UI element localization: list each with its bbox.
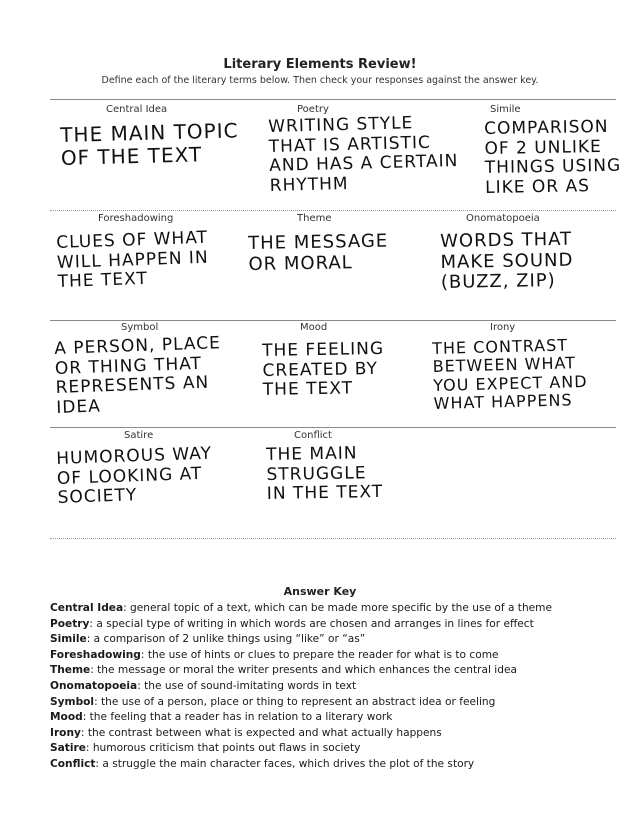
key-term: Central Idea [50, 602, 124, 614]
key-definition: : a special type of writing in which words are chosen and arranges in lines for effect [89, 617, 534, 630]
key-term: Mood [50, 711, 83, 724]
term-onomatopoeia: Onomatopoeia [466, 213, 540, 224]
worksheet-title: Literary Elements Review! [223, 57, 417, 72]
answer-poetry: WRITING STYLE THAT IS ARTISTIC AND HAS A CERTAIN RHYTHM [267, 113, 459, 196]
answer-key-item [50, 601, 625, 617]
key-term: Symbol [50, 695, 95, 708]
term-simile: Simile [490, 104, 521, 115]
answer-key-title: Answer Key [283, 585, 357, 598]
answer-key-item [50, 757, 625, 773]
key-term: Theme [50, 664, 91, 677]
answer-key-item [50, 741, 625, 757]
row-divider [50, 538, 616, 539]
answer-central-idea: THE MAIN TOPIC OF THE TEXT [59, 118, 239, 170]
key-term: Poetry [50, 617, 90, 630]
answer-key-item [50, 695, 625, 711]
key-definition: : the use of sound-imitating words in text [137, 679, 357, 692]
row-divider [50, 210, 616, 211]
term-irony: Irony [490, 322, 516, 333]
key-definition: : the use of a person, place or thing to represent an abstract idea or feeling [94, 695, 496, 708]
answer-key-list [50, 601, 625, 773]
answer-key-item [50, 648, 625, 664]
row-divider [50, 320, 616, 321]
answer-key-item [50, 710, 625, 726]
answer-key-item [50, 632, 625, 648]
answer-key-item [50, 679, 625, 695]
key-definition: : a comparison of 2 unlike things using “like” or “as” [86, 633, 366, 646]
key-definition: : general topic of a text, which can be made more specific by the use of a theme [123, 602, 553, 614]
key-term: Foreshadowing [50, 648, 141, 661]
term-foreshadowing: Foreshadowing [98, 213, 174, 224]
key-term: Onomatopoeia [50, 679, 138, 692]
term-conflict: Conflict [294, 430, 332, 441]
answer-key-item [50, 617, 625, 633]
answer-irony: THE CONTRAST BETWEEN WHAT YOU EXPECT AND WHAT HAPPENS [431, 335, 588, 414]
term-central-idea: Central Idea [106, 104, 168, 115]
key-definition: : the contrast between what is expected and what actually happens [80, 726, 442, 739]
term-theme: Theme [297, 213, 332, 224]
answer-foreshadowing: CLUES OF WHAT WILL HAPPEN IN THE TEXT [55, 227, 209, 293]
answer-theme: THE MESSAGE OR MORAL [247, 230, 389, 275]
key-definition: : humorous criticism that points out flaws in society [85, 742, 361, 755]
term-mood: Mood [300, 322, 328, 333]
row-divider [50, 427, 616, 428]
answer-key-item [50, 663, 625, 679]
key-term: Conflict [50, 757, 96, 770]
key-definition: : a struggle the main character faces, which drives the plot of the story [95, 757, 475, 770]
answer-key-item [50, 726, 625, 742]
row-divider [50, 99, 616, 100]
answer-conflict: THE MAIN STRUGGLE IN THE TEXT [265, 443, 384, 505]
key-definition: : the use of hints or clues to prepare the reader for what is to come [140, 648, 499, 661]
key-definition: : the message or moral the writer presents and which enhances the central idea [90, 664, 517, 677]
answer-onomatopoeia: WORDS THAT MAKE SOUND (BUZZ, ZIP) [439, 228, 574, 294]
key-definition: : the feeling that a reader has in relation to a literary work [82, 711, 393, 724]
term-poetry: Poetry [297, 104, 329, 115]
key-term: Satire [50, 742, 86, 755]
answer-symbol: A PERSON, PLACE OR THING THAT REPRESENTS AN IDEA [53, 333, 222, 418]
term-satire: Satire [124, 430, 154, 441]
term-symbol: Symbol [121, 322, 159, 333]
key-term: Irony [50, 726, 81, 739]
answer-mood: THE FEELING CREATED BY THE TEXT [261, 338, 385, 401]
answer-satire: HUMOROUS WAY OF LOOKING AT SOCIETY [55, 443, 213, 509]
answer-simile: COMPARISON OF 2 UNLIKE THINGS USING LIKE OR AS [483, 116, 622, 198]
key-term: Simile [50, 633, 87, 646]
worksheet-instructions: Define each of the literary terms below. Then check your responses against the answer key. [101, 75, 539, 86]
